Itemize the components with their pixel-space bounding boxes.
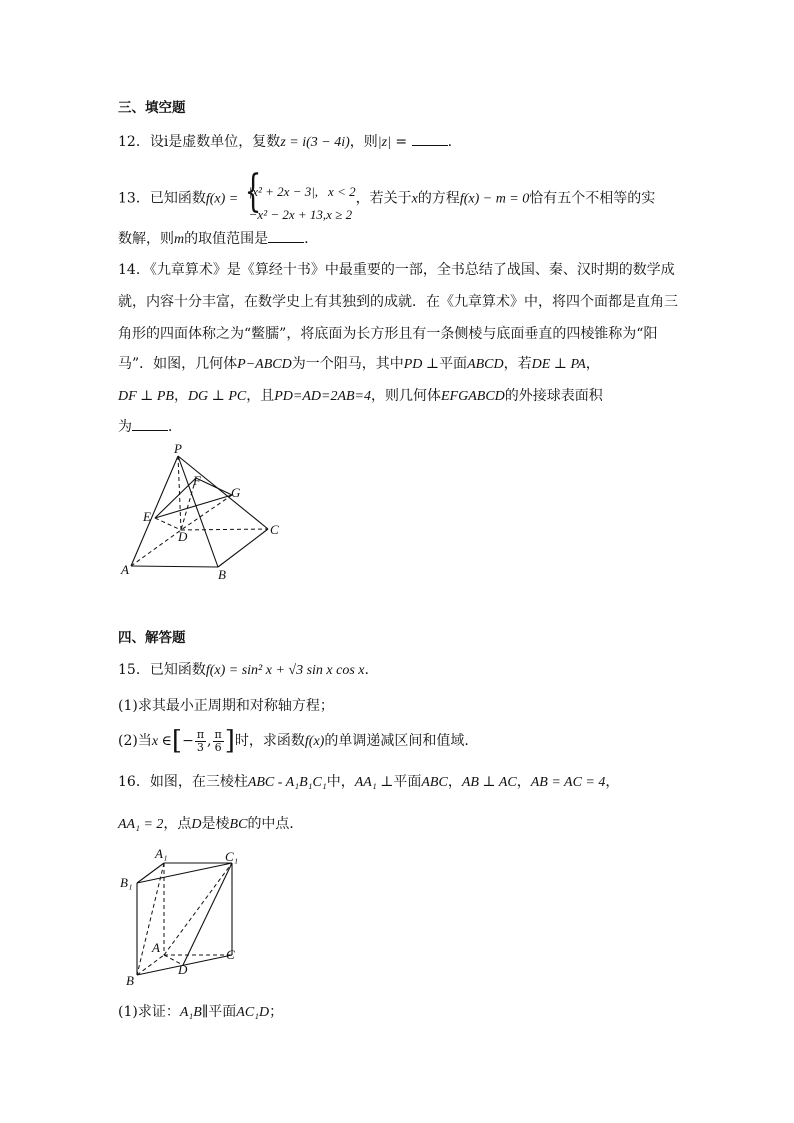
math-expression: AC₁D bbox=[236, 1005, 270, 1020]
case-expression: |x² + 2x − 3|, bbox=[248, 184, 319, 199]
vertex-label-c1: C₁ bbox=[225, 849, 239, 864]
answer-blank[interactable] bbox=[412, 131, 448, 146]
math-expression: z = i(3 − 4i) bbox=[280, 135, 350, 150]
vertex-label-d: D bbox=[178, 962, 188, 977]
math-expression: f(x) = bbox=[205, 191, 239, 207]
question-14-line6 bbox=[118, 416, 182, 437]
left-bracket: [ bbox=[171, 726, 183, 756]
question-15-part2: (2)当x ∈[− $\frac{\pi}{3}$ , $\frac{\pi}{6}$ ]时，求函数f(x)的单调递减区间和值域. bbox=[118, 726, 469, 756]
math-expression: f(x) − m = 0 bbox=[459, 191, 530, 207]
question-text: 如图，在三棱柱 bbox=[149, 774, 248, 790]
math-variable: x bbox=[411, 191, 418, 207]
vertex-label-f: F bbox=[193, 473, 201, 488]
math-expression: PD ⊥ bbox=[403, 357, 440, 372]
question-text: 马”．如图，几何体 bbox=[118, 356, 238, 372]
fraction-denominator: 3 bbox=[196, 740, 204, 754]
question-16 bbox=[118, 772, 619, 793]
question-text: . bbox=[447, 134, 453, 150]
math-expression: DG ⊥ PC bbox=[187, 389, 247, 404]
question-text: ， bbox=[585, 356, 600, 372]
question-text: ，若关于 bbox=[355, 190, 412, 207]
vertex-label-d: D bbox=[178, 529, 188, 544]
math-variable: D bbox=[191, 817, 202, 832]
prism-figure bbox=[115, 845, 255, 990]
question-text: ，则 bbox=[349, 134, 378, 150]
section-title-fill-blank: 三、填空题 bbox=[118, 100, 186, 116]
question-text: ， bbox=[173, 388, 188, 404]
question-text: 中， bbox=[326, 774, 355, 790]
question-16-part1 bbox=[118, 1002, 283, 1023]
math-expression: ABC bbox=[421, 775, 448, 790]
math-expression: x ∈ bbox=[151, 734, 172, 749]
pyramid-figure bbox=[110, 440, 290, 585]
math-expression: |z| bbox=[377, 135, 391, 150]
question-text: ，则几何体 bbox=[371, 388, 441, 404]
question-text: ，且 bbox=[246, 388, 275, 404]
question-text: ； bbox=[269, 1004, 284, 1020]
vertex-label-a: A bbox=[121, 562, 129, 577]
question-text: 为一个阳马，其中 bbox=[291, 356, 404, 372]
question-text: . bbox=[364, 662, 369, 678]
vertex-label-g: G bbox=[231, 485, 241, 500]
question-text: 的外接球表面积 bbox=[504, 388, 603, 404]
question-text: ，若 bbox=[503, 356, 532, 372]
question-15 bbox=[118, 660, 369, 681]
question-text: = bbox=[390, 134, 412, 150]
question-text: ， bbox=[605, 774, 620, 790]
case-expression: −x² − 2x + 13, bbox=[248, 207, 327, 222]
question-text: 的中点． bbox=[247, 816, 304, 832]
vertex-label-a: A bbox=[152, 940, 160, 955]
question-text: (1)求证： bbox=[118, 1004, 180, 1020]
question-text: 时，求函数 bbox=[234, 733, 305, 749]
vertex-label-a1: A₁ bbox=[155, 846, 168, 861]
question-14-line3: 角形的四面体称之为“鳖臑”，将底面为长方形且有一条侧棱与底面垂直的四棱锥称为“阳 bbox=[118, 326, 658, 342]
math-expression: DE ⊥ PA bbox=[531, 357, 586, 372]
edge-dg bbox=[181, 495, 232, 530]
vertex-label-b: B bbox=[218, 567, 226, 582]
question-text: ， bbox=[447, 774, 462, 790]
question-number: 13． bbox=[118, 190, 150, 207]
question-text: . bbox=[304, 231, 309, 247]
math-expression: EFGABCD bbox=[441, 389, 505, 404]
vertex-label-b: B bbox=[126, 973, 134, 988]
math-expression: AB ⊥ AC bbox=[461, 775, 517, 790]
math-expression: ABCD bbox=[467, 357, 504, 372]
question-text: 平面 bbox=[439, 356, 468, 372]
edge-dc bbox=[181, 529, 268, 530]
case-condition: x < 2 bbox=[328, 184, 356, 199]
edge-c1d bbox=[183, 863, 232, 965]
math-expression: BC bbox=[229, 817, 248, 832]
fraction-denominator: 6 bbox=[214, 740, 222, 754]
math-variable: m bbox=[174, 232, 185, 247]
question-text: ， bbox=[516, 774, 531, 790]
question-14-line4 bbox=[118, 354, 600, 375]
fraction bbox=[195, 729, 206, 754]
question-15-part1: (1)求其最小正周期和对称轴方程； bbox=[118, 698, 334, 714]
question-text: 已知函数 bbox=[149, 662, 206, 678]
question-14-line5 bbox=[118, 386, 603, 407]
question-text: 是棱 bbox=[201, 816, 230, 832]
piecewise-function bbox=[243, 166, 356, 227]
math-expression: AA₁ ⊥ bbox=[354, 775, 394, 790]
question-number: 16． bbox=[118, 774, 150, 790]
question-text: ∥平面 bbox=[201, 1004, 237, 1020]
vertex-label-b1: B₁ bbox=[120, 875, 133, 890]
fraction-numerator: π bbox=[196, 727, 205, 741]
question-text: 为 bbox=[118, 419, 132, 435]
math-expression: f(x) = sin² x + √3 sin x cos x bbox=[205, 663, 365, 678]
fraction-numerator: π bbox=[214, 727, 222, 741]
question-text: 恰有五个不相等的实 bbox=[529, 190, 656, 207]
question-number: 15． bbox=[118, 662, 150, 678]
section-title-answer: 四、解答题 bbox=[118, 630, 186, 646]
vertex-label-c: C bbox=[270, 522, 279, 537]
question-text: 的取值范围是 bbox=[184, 231, 269, 247]
question-16-line2 bbox=[118, 814, 303, 835]
question-12 bbox=[118, 131, 452, 153]
question-text: 数解，则 bbox=[118, 231, 174, 247]
math-expression: P−ABCD bbox=[237, 357, 292, 372]
vertex-label-e: E bbox=[143, 509, 151, 524]
question-text: ，点 bbox=[163, 816, 192, 832]
edge-ab bbox=[131, 566, 218, 567]
case-condition: x ≥ 2 bbox=[326, 207, 353, 222]
question-text: 设i是虚数单位，复数 bbox=[149, 134, 281, 150]
fraction bbox=[213, 729, 224, 754]
question-text: 的方程 bbox=[417, 190, 460, 207]
vertex-label-c: C bbox=[226, 947, 235, 962]
vertex-label-p: P bbox=[174, 441, 182, 456]
answer-blank[interactable] bbox=[132, 416, 168, 431]
math-expression: AA₁ = 2 bbox=[118, 817, 164, 832]
math-expression: ABC - A₁B₁C₁ bbox=[247, 775, 327, 790]
question-number: 12． bbox=[118, 134, 150, 150]
edge-fg bbox=[196, 478, 232, 495]
math-expression: DF ⊥ PB bbox=[118, 389, 174, 404]
edge-ac1 bbox=[164, 863, 232, 955]
question-text: (2)当 bbox=[118, 733, 152, 749]
question-14-line2: 就，内容十分丰富，在数学史上有其独到的成就．在《九章算术》中，将四个面都是直角三 bbox=[118, 294, 678, 310]
math-expression: A₁B bbox=[179, 1005, 202, 1020]
question-text: 已知函数 bbox=[149, 190, 206, 207]
math-expression: AB = AC = 4 bbox=[530, 775, 606, 790]
math-expression: f(x) bbox=[304, 734, 325, 749]
edge-bc bbox=[218, 529, 268, 567]
math-expression: PD=AD=2AB=4 bbox=[274, 389, 371, 404]
question-13 bbox=[118, 166, 656, 222]
brace-icon: { bbox=[244, 166, 262, 217]
question-text: 平面 bbox=[393, 774, 422, 790]
question-text: 的单调递减区间和值域. bbox=[324, 733, 469, 749]
answer-blank[interactable] bbox=[268, 228, 304, 243]
question-text: ． bbox=[168, 419, 182, 435]
question-14-line1: 14．《九章算术》是《算经十书》中最重要的一部，全书总结了战国、秦、汉时期的数学成 bbox=[118, 262, 675, 278]
right-bracket: ] bbox=[224, 726, 235, 756]
question-13-line2 bbox=[118, 228, 309, 250]
